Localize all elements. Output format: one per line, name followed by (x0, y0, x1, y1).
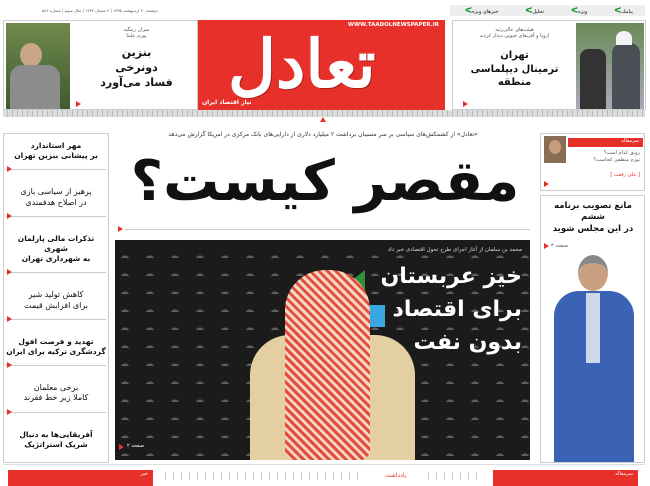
oped-label-bar: سرمقاله (568, 138, 643, 147)
arrow-icon (7, 362, 12, 368)
main-story-headline: خیز عربستان برای اقتصاد بدون نفت (380, 264, 522, 355)
top-link[interactable]: ᐸپیامک (614, 6, 633, 15)
oped-text: رونق کدام است؟ تورم منطقی کجاست؟ (593, 150, 640, 163)
right-story-headline: مانع تصویب برنامه ششم در این مجلس شوید (552, 201, 634, 234)
news-headline: مهر استاندارد بر پیشانی بنزین تهران (14, 141, 98, 161)
arrow-icon (76, 101, 81, 107)
teaser-headline: بنزین دونرخی فساد می‌آورد (100, 46, 173, 89)
top-link[interactable]: ᐸویژه (571, 6, 588, 15)
arrow-icon (7, 409, 12, 415)
news-item[interactable] (6, 380, 106, 414)
footer-left-bar (8, 470, 153, 486)
arrow-icon (463, 101, 468, 107)
arrow-icon (7, 269, 12, 275)
news-headline: برخی معلمان کاملا زیر خط فقرند (23, 382, 89, 403)
news-item[interactable] (6, 184, 106, 218)
site-url[interactable]: WWW.TAADOLNEWSPAPER.IR (347, 22, 439, 28)
arrow-icon: ᐸ (614, 6, 622, 15)
news-item[interactable] (6, 287, 106, 321)
diplomats-photo (576, 23, 644, 109)
footer-label: سرمقاله (615, 471, 633, 477)
main-story-kicker: محمد بن سلمان از آغاز اجرای طرح تحول اقتصادی خبر داد (387, 247, 522, 253)
teaser-headline: تهران ترمینال دیپلماسی منطقه (470, 50, 559, 88)
top-left-teaser[interactable] (3, 20, 198, 110)
arrow-icon (320, 117, 326, 122)
arrow-icon (7, 213, 12, 219)
arrow-icon (7, 166, 12, 172)
top-link[interactable]: ᐸتحلیل (525, 6, 544, 15)
tagline: نیاز اقتصاد ایران (202, 99, 252, 106)
politician-photo (546, 253, 642, 463)
lead-headline[interactable]: مقصر کیست؟ (130, 149, 520, 214)
arrow-icon: ᐸ (525, 6, 533, 15)
top-links (450, 5, 645, 16)
footer-label: خبر (140, 471, 148, 477)
arrow-icon: ᐸ (465, 6, 473, 15)
top-right-teaser[interactable] (452, 20, 646, 110)
dateline: دوشنبه ۲۰ اردیبهشت ۱۳۹۵ | ۲ شعبان ۱۴۳۷ | سال سوم | شماره ۵۸۶ (42, 8, 158, 13)
news-headline: تهدید و فرصت افول گردشگری ترکیه برای ایران (6, 336, 106, 356)
arrow-icon (119, 444, 124, 450)
masthead-rule (3, 110, 645, 117)
top-link[interactable]: ᐸخبرهای ویژه (465, 6, 499, 15)
logo: تعادل (228, 25, 376, 103)
left-column (3, 133, 109, 463)
news-headline: کاهش تولید شیر برای افزایش قیمت (23, 289, 89, 310)
oped-box[interactable] (540, 133, 645, 191)
arrow-icon (118, 226, 123, 232)
news-headline: پرهیز از سیاسی بازی در اصلاح هدفمندی (20, 186, 92, 207)
author-photo (544, 136, 566, 163)
masthead (198, 20, 445, 110)
teaser-kicker: هیئت‌های عالی‌رتبه اروپا و آفریقای جنوبی دیدار کردند (479, 27, 550, 39)
teaser-kicker: میزان رتبگیه پورم علیتا (123, 27, 150, 39)
page-ref[interactable]: صفحه ۳ (551, 243, 568, 249)
news-headline: تذکرات مالی پارلمان شهری به شهرداری تهران (17, 233, 95, 264)
page-ref[interactable]: صفحه ۲ (127, 443, 144, 449)
footer-ticks (165, 472, 365, 480)
arrow-icon (7, 316, 12, 322)
main-story-photo[interactable] (115, 240, 530, 460)
arrow-icon: ᐸ (571, 6, 579, 15)
news-item[interactable] (6, 231, 106, 273)
right-story[interactable] (540, 195, 645, 463)
news-item[interactable] (6, 427, 106, 458)
oped-author: [ علی رفعت ] (610, 172, 640, 178)
footer-center-label[interactable]: یادداشت (385, 472, 407, 479)
news-item[interactable] (6, 334, 106, 366)
news-item[interactable] (6, 138, 106, 170)
portrait-photo (6, 23, 70, 109)
footer-right-bar (493, 470, 638, 486)
news-headline: آفریقایی‌ها به دنبال شریک استراتژیک (19, 429, 93, 449)
lead-kicker: «تعادل» از کشمکش‌های سیاسی بر سر مسببان برداشت ۲ میلیارد دلاری از دارایی‌های بانک مرکزی در امریکا گزارش می‌دهد (168, 131, 478, 138)
